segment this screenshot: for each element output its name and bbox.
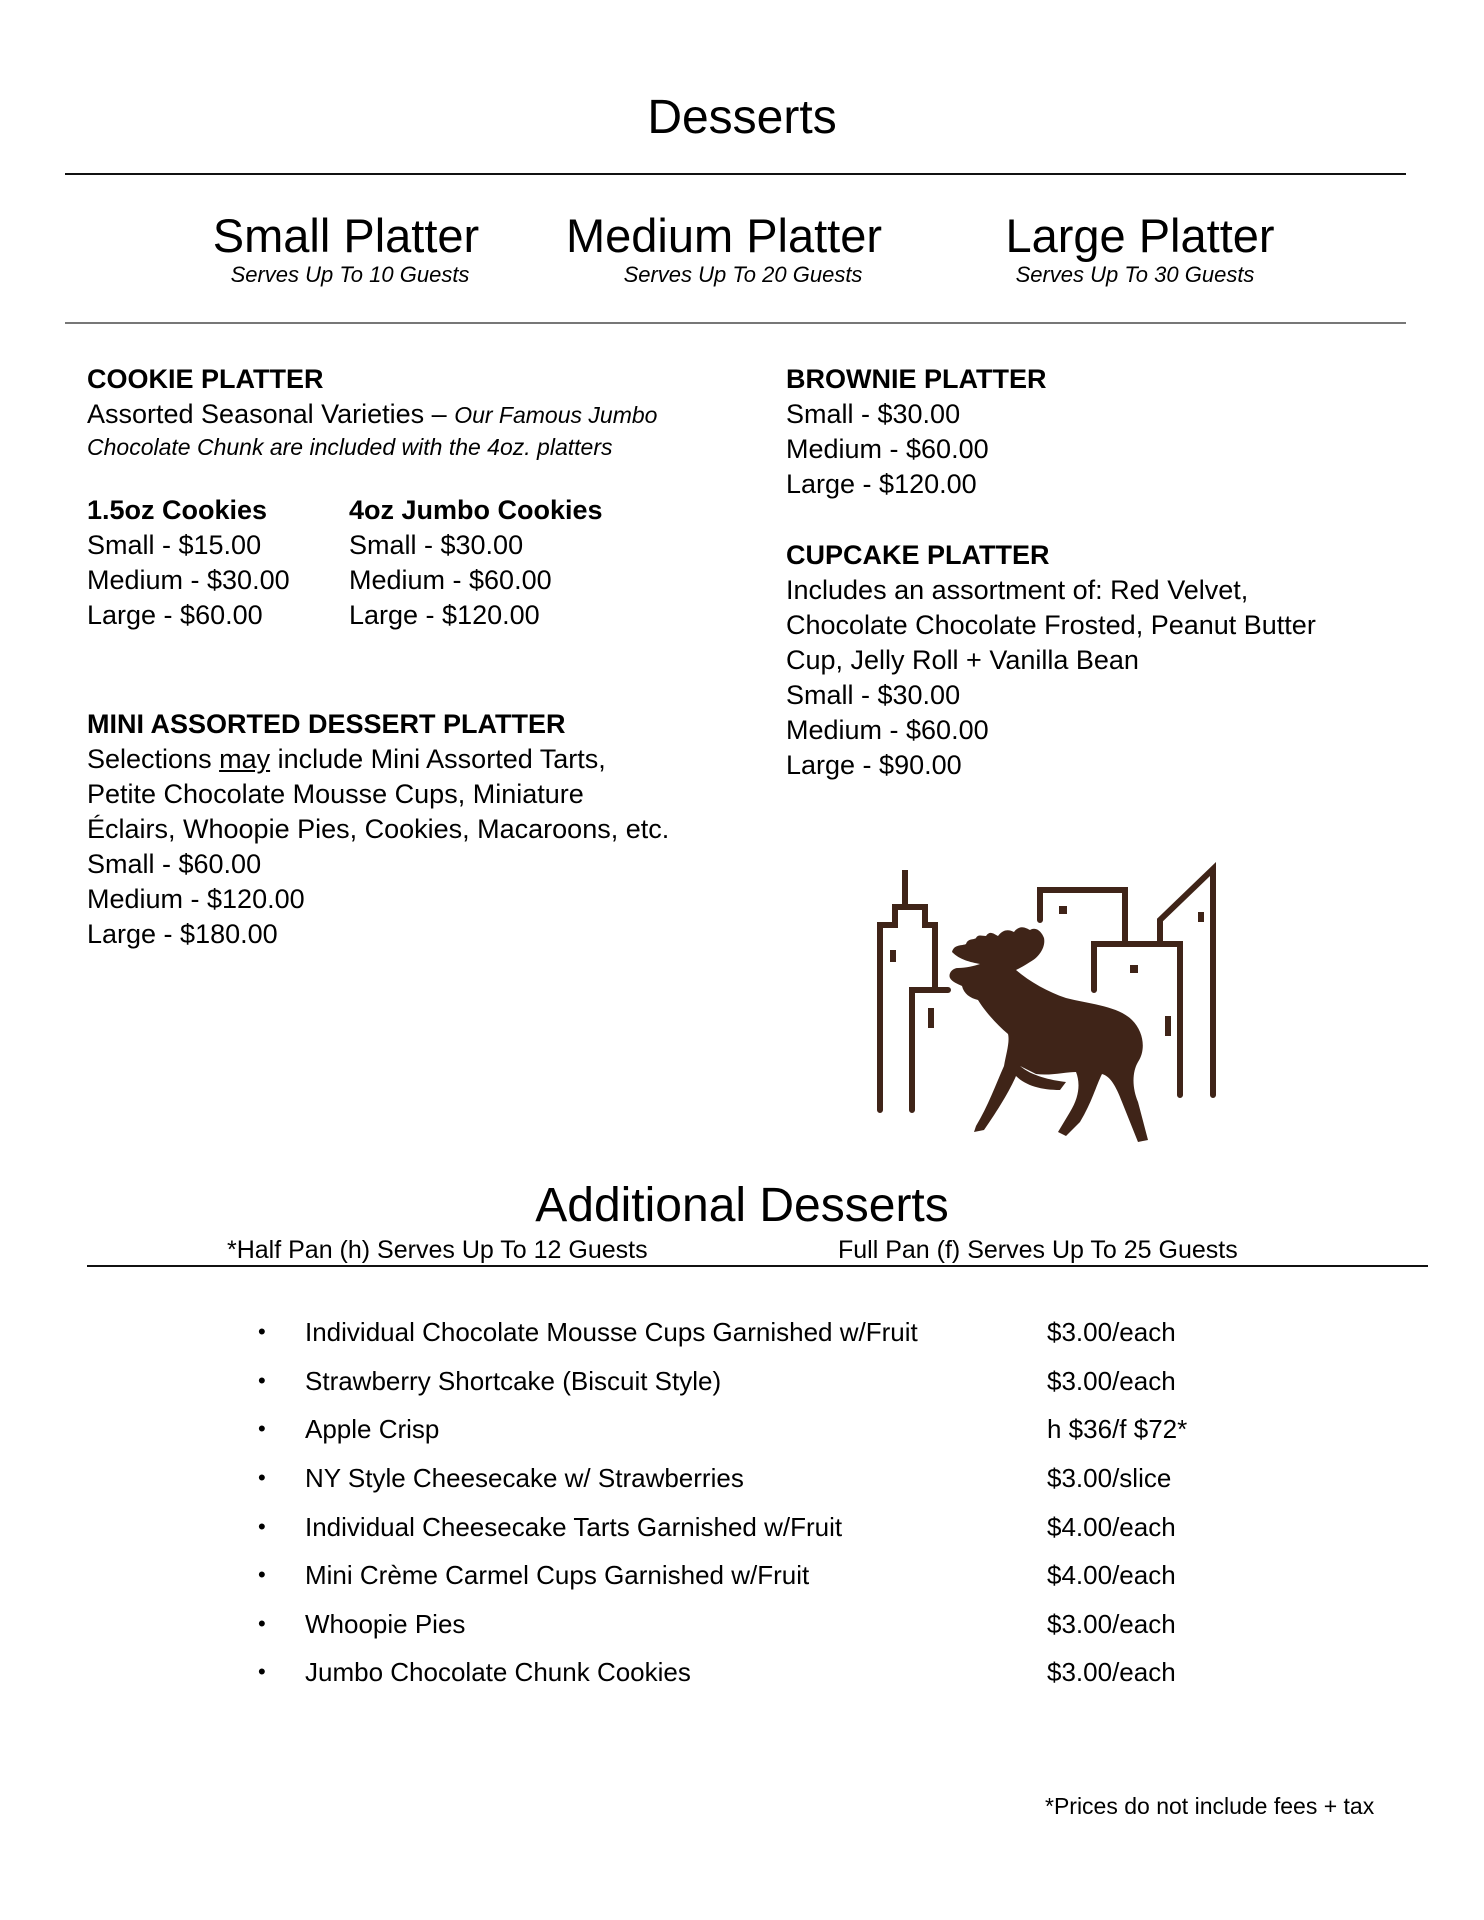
price-line: Small - $30.00 (349, 530, 524, 560)
divider-sizes (65, 322, 1406, 324)
list-item (0, 1555, 1484, 1595)
bullet-icon: • (258, 1562, 266, 1587)
window (1059, 906, 1067, 914)
description-line: Includes an assortment of: Red Velvet, (786, 575, 1249, 605)
item-price: h $36/f $72* (1047, 1414, 1188, 1444)
window (1130, 965, 1138, 973)
cookie-platter-description (87, 397, 657, 461)
brownie-platter-section (786, 366, 1046, 502)
description-line (87, 397, 657, 433)
description-line: Cup, Jelly Roll + Vanilla Bean (786, 645, 1139, 675)
item-name: Individual Chocolate Mousse Cups Garnished w/Fruit (305, 1317, 918, 1347)
bullet-icon: • (258, 1416, 266, 1441)
list-item (0, 1312, 1484, 1352)
item-name: Jumbo Chocolate Chunk Cookies (305, 1657, 691, 1687)
item-name: Strawberry Shortcake (Biscuit Style) (305, 1366, 722, 1396)
window (1198, 912, 1204, 922)
bullet-icon: • (258, 1514, 266, 1539)
item-price: $3.00/each (1047, 1657, 1176, 1687)
skyline-building-center (1040, 890, 1125, 944)
divider-top (65, 173, 1406, 175)
section-heading: COOKIE PLATTER (87, 364, 324, 394)
bullet-icon: • (258, 1611, 266, 1636)
footer-note: *Prices do not include fees + tax (1045, 1793, 1375, 1819)
price-line: Small - $60.00 (87, 849, 262, 879)
page-title: Desserts (647, 91, 837, 144)
price-line: Large - $120.00 (786, 469, 977, 499)
section-heading: CUPCAKE PLATTER (786, 540, 1050, 570)
item-name: Mini Crème Carmel Cups Garnished w/Fruit (305, 1560, 810, 1590)
list-item (0, 1409, 1484, 1449)
price-line: Medium - $60.00 (786, 715, 989, 745)
list-item (0, 1507, 1484, 1547)
description-italic: Chocolate Chunk are included with the 4oz. platters (87, 434, 613, 460)
platter-size-name: Large Platter (1005, 209, 1275, 262)
list-item (0, 1652, 1484, 1692)
description-italic: Our Famous Jumbo (454, 402, 658, 428)
price-line: Large - $90.00 (786, 750, 962, 780)
cookie-column-4oz (349, 497, 603, 633)
cookie-column-1-5oz (87, 497, 290, 633)
item-price: $3.00/each (1047, 1609, 1176, 1639)
item-price: $3.00/each (1047, 1317, 1176, 1347)
bullet-icon: • (258, 1659, 266, 1684)
item-name: Individual Cheesecake Tarts Garnished w/Fruit (305, 1512, 843, 1542)
description-line: Chocolate Chocolate Frosted, Peanut Butter (786, 610, 1316, 640)
item-price: $4.00/each (1047, 1560, 1176, 1590)
item-name: Whoopie Pies (305, 1609, 466, 1639)
bullet-icon: • (258, 1465, 266, 1490)
platter-size-serves: Serves Up To 10 Guests (230, 262, 470, 287)
item-price: $3.00/slice (1047, 1463, 1172, 1493)
description-underlined: may (219, 744, 271, 774)
platter-size-serves: Serves Up To 20 Guests (623, 262, 863, 287)
full-pan-note: Full Pan (f) Serves Up To 25 Guests (838, 1236, 1238, 1264)
description-text: include Mini Assorted Tarts, (270, 744, 606, 774)
list-item (0, 1458, 1484, 1498)
skyline-building-far-right (1160, 869, 1213, 1095)
item-price: $3.00/each (1047, 1366, 1176, 1396)
platter-size-name: Medium Platter (565, 209, 883, 262)
section-heading: MINI ASSORTED DESSERT PLATTER (87, 709, 566, 739)
price-line: Medium - $30.00 (87, 565, 290, 595)
price-line: Large - $60.00 (87, 600, 263, 630)
description-text: Assorted Seasonal Varieties – (87, 399, 455, 429)
mini-assorted-platter-section (87, 711, 669, 952)
list-item (0, 1361, 1484, 1401)
list-item (0, 1604, 1484, 1644)
bullet-icon: • (258, 1368, 266, 1393)
window (890, 950, 896, 962)
description-text: Selections (87, 744, 220, 774)
item-name: Apple Crisp (305, 1414, 440, 1444)
column-heading: 1.5oz Cookies (87, 495, 268, 525)
window (928, 1008, 934, 1028)
price-line: Medium - $120.00 (87, 884, 305, 914)
description-line: Petite Chocolate Mousse Cups, Miniature (87, 779, 584, 809)
half-pan-note: *Half Pan (h) Serves Up To 12 Guests (227, 1236, 648, 1264)
moose-silhouette (949, 927, 1148, 1142)
cookie-platter-section (87, 366, 657, 461)
platter-size-name: Small Platter (212, 209, 480, 262)
divider-additional (87, 1265, 1428, 1267)
price-line: Large - $180.00 (87, 919, 278, 949)
price-line: Small - $15.00 (87, 530, 262, 560)
price-line: Large - $120.00 (349, 600, 540, 630)
price-line: Small - $30.00 (786, 680, 961, 710)
price-line: Medium - $60.00 (786, 434, 989, 464)
column-heading: 4oz Jumbo Cookies (349, 495, 603, 525)
cupcake-platter-section (786, 542, 1316, 783)
price-line: Medium - $60.00 (349, 565, 552, 595)
description-line: Éclairs, Whoopie Pies, Cookies, Macaroons, etc. (87, 814, 670, 844)
platter-size-serves: Serves Up To 30 Guests (1015, 262, 1255, 287)
section-heading: BROWNIE PLATTER (786, 364, 1047, 394)
bullet-icon: • (258, 1319, 266, 1344)
item-price: $4.00/each (1047, 1512, 1176, 1542)
additional-desserts-title: Additional Desserts (535, 1179, 949, 1232)
item-name: NY Style Cheesecake w/ Strawberries (305, 1463, 744, 1493)
window (1165, 1016, 1171, 1036)
price-line: Small - $30.00 (786, 399, 961, 429)
moose-city-skyline-logo-icon (870, 840, 1230, 1150)
description-line (87, 742, 669, 777)
